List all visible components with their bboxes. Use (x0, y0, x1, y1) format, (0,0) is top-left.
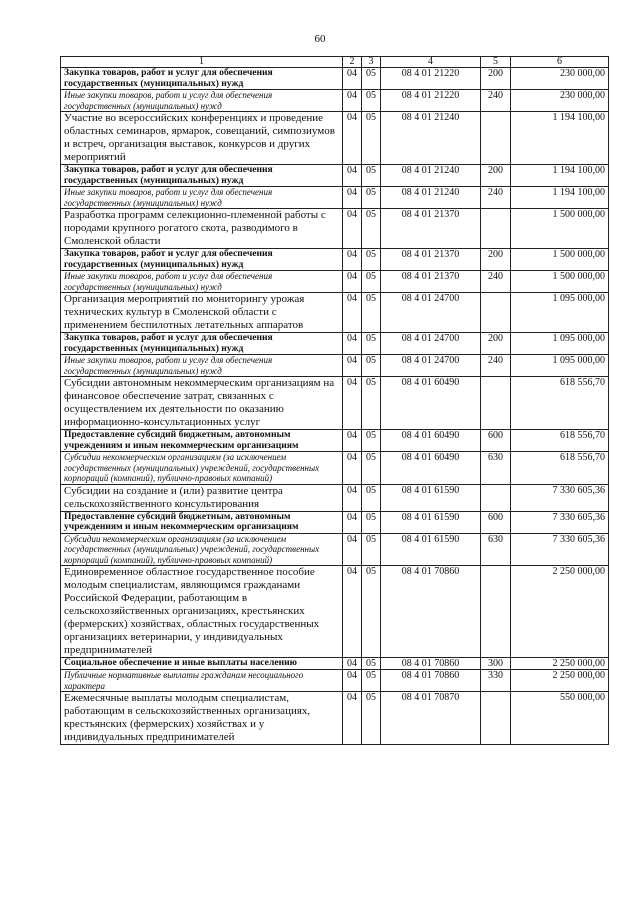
subsection-code-cell: 05 (362, 452, 381, 485)
row-name-cell: Участие во всероссийских конференциях и проведение областных семинаров, ярмарок, совещаний, симпозиумов и встреч, организация выставок, конкурсов и других мероприятий (61, 112, 343, 165)
row-name-cell: Иные закупки товаров, работ и услуг для обеспечения государственных (муниципальных) нужд (61, 90, 343, 112)
row-name-cell: Организация мероприятий по мониторингу урожая технических культур в Смоленской области с применением беспилотных летательных аппаратов (61, 293, 343, 333)
header-row (61, 57, 609, 68)
expense-type-cell: 600 (481, 511, 511, 533)
table-row (61, 692, 609, 745)
table-row (61, 209, 609, 249)
row-name-cell: Иные закупки товаров, работ и услуг для обеспечения государственных (муниципальных) нужд (61, 271, 343, 293)
subsection-code-cell: 05 (362, 430, 381, 452)
section-code-cell: 04 (343, 165, 362, 187)
amount-cell: 618 556,70 (511, 452, 609, 485)
expense-type-cell (481, 484, 511, 511)
target-article-cell: 08 4 01 24700 (381, 333, 481, 355)
table-row (61, 187, 609, 209)
expense-type-cell: 330 (481, 670, 511, 692)
amount-cell: 1 500 000,00 (511, 249, 609, 271)
subsection-code-cell: 05 (362, 670, 381, 692)
amount-cell: 1 194 100,00 (511, 165, 609, 187)
expense-type-cell: 300 (481, 658, 511, 670)
row-name-cell: Закупка товаров, работ и услуг для обеспечения государственных (муниципальных) нужд (61, 249, 343, 271)
subsection-code-cell: 05 (362, 293, 381, 333)
section-code-cell: 04 (343, 249, 362, 271)
amount-cell: 230 000,00 (511, 90, 609, 112)
subsection-code-cell: 05 (362, 209, 381, 249)
subsection-code-cell: 05 (362, 165, 381, 187)
table-row (61, 658, 609, 670)
target-article-cell: 08 4 01 21370 (381, 249, 481, 271)
subsection-code-cell: 05 (362, 692, 381, 745)
row-name-cell: Субсидии некоммерческим организациям (за исключением государственных (муниципальных) учреждений, государственных корпораций (компаний), публично-правовых компаний) (61, 533, 343, 566)
expense-type-cell (481, 209, 511, 249)
subsection-code-cell: 05 (362, 566, 381, 658)
table-row (61, 68, 609, 90)
page-number: 60 (314, 33, 326, 45)
row-name-cell: Предоставление субсидий бюджетным, автономным учреждениям и иным некоммерческим организациям (61, 511, 343, 533)
expense-type-cell (481, 377, 511, 430)
row-name-cell: Закупка товаров, работ и услуг для обеспечения государственных (муниципальных) нужд (61, 68, 343, 90)
expense-type-cell: 240 (481, 355, 511, 377)
amount-cell: 230 000,00 (511, 68, 609, 90)
amount-cell: 2 250 000,00 (511, 658, 609, 670)
table-row (61, 112, 609, 165)
target-article-cell: 08 4 01 61590 (381, 533, 481, 566)
row-name-cell: Ежемесячные выплаты молодым специалистам, работающим в сельскохозяйственных организациях, крестьянских (фермерских) хозяйствах и у индивидуальных предпринимателей (61, 692, 343, 745)
table-row (61, 249, 609, 271)
section-code-cell: 04 (343, 566, 362, 658)
subsection-code-cell: 05 (362, 271, 381, 293)
amount-cell: 1 194 100,00 (511, 112, 609, 165)
target-article-cell: 08 4 01 21240 (381, 187, 481, 209)
expense-type-cell: 200 (481, 165, 511, 187)
subsection-code-cell: 05 (362, 355, 381, 377)
subsection-code-cell: 05 (362, 90, 381, 112)
header-cell: 4 (381, 57, 481, 68)
row-name-cell: Предоставление субсидий бюджетным, автономным учреждениям и иным некоммерческим организациям (61, 430, 343, 452)
target-article-cell: 08 4 01 21370 (381, 209, 481, 249)
target-article-cell: 08 4 01 21240 (381, 165, 481, 187)
header-cell: 6 (511, 57, 609, 68)
section-code-cell: 04 (343, 293, 362, 333)
table-row (61, 511, 609, 533)
table-row (61, 293, 609, 333)
row-name-cell: Единовременное областное государственное пособие молодым специалистам, являющимся гражданами Российской Федерации, работающим в сельскохозяйственных организациях, крестьянских (фермерских) хозяйствах, областных государственных организациях ветеринарии, у индивидуальных предпринимателей (61, 566, 343, 658)
header-cell: 5 (481, 57, 511, 68)
target-article-cell: 08 4 01 24700 (381, 355, 481, 377)
section-code-cell: 04 (343, 670, 362, 692)
subsection-code-cell: 05 (362, 187, 381, 209)
amount-cell: 1 095 000,00 (511, 293, 609, 333)
expense-type-cell: 200 (481, 68, 511, 90)
target-article-cell: 08 4 01 21240 (381, 112, 481, 165)
section-code-cell: 04 (343, 112, 362, 165)
expense-type-cell: 630 (481, 533, 511, 566)
amount-cell: 1 095 000,00 (511, 355, 609, 377)
subsection-code-cell: 05 (362, 511, 381, 533)
amount-cell: 7 330 605,36 (511, 511, 609, 533)
section-code-cell: 04 (343, 187, 362, 209)
target-article-cell: 08 4 01 70870 (381, 692, 481, 745)
section-code-cell: 04 (343, 90, 362, 112)
table-row (61, 377, 609, 430)
target-article-cell: 08 4 01 60490 (381, 452, 481, 485)
row-name-cell: Закупка товаров, работ и услуг для обеспечения государственных (муниципальных) нужд (61, 333, 343, 355)
target-article-cell: 08 4 01 70860 (381, 670, 481, 692)
expense-type-cell (481, 293, 511, 333)
expense-type-cell: 240 (481, 187, 511, 209)
amount-cell: 7 330 605,36 (511, 484, 609, 511)
row-name-cell: Иные закупки товаров, работ и услуг для обеспечения государственных (муниципальных) нужд (61, 187, 343, 209)
section-code-cell: 04 (343, 377, 362, 430)
target-article-cell: 08 4 01 70860 (381, 658, 481, 670)
target-article-cell: 08 4 01 60490 (381, 430, 481, 452)
subsection-code-cell: 05 (362, 249, 381, 271)
target-article-cell: 08 4 01 21370 (381, 271, 481, 293)
section-code-cell: 04 (343, 430, 362, 452)
expense-type-cell: 240 (481, 90, 511, 112)
amount-cell: 1 500 000,00 (511, 271, 609, 293)
budget-table (60, 56, 609, 745)
table-row (61, 484, 609, 511)
row-name-cell: Субсидии некоммерческим организациям (за исключением государственных (муниципальных) учреждений, государственных корпораций (компаний), публично-правовых компаний) (61, 452, 343, 485)
section-code-cell: 04 (343, 452, 362, 485)
expense-type-cell (481, 566, 511, 658)
section-code-cell: 04 (343, 511, 362, 533)
expense-type-cell: 240 (481, 271, 511, 293)
table-row (61, 670, 609, 692)
section-code-cell: 04 (343, 271, 362, 293)
section-code-cell: 04 (343, 692, 362, 745)
expense-type-cell: 200 (481, 333, 511, 355)
section-code-cell: 04 (343, 355, 362, 377)
amount-cell: 7 330 605,36 (511, 533, 609, 566)
subsection-code-cell: 05 (362, 484, 381, 511)
target-article-cell: 08 4 01 70860 (381, 566, 481, 658)
target-article-cell: 08 4 01 21220 (381, 90, 481, 112)
amount-cell: 2 250 000,00 (511, 670, 609, 692)
row-name-cell: Иные закупки товаров, работ и услуг для обеспечения государственных (муниципальных) нужд (61, 355, 343, 377)
target-article-cell: 08 4 01 60490 (381, 377, 481, 430)
row-name-cell: Субсидии на создание и (или) развитие центра сельскохозяйственного консультирования (61, 484, 343, 511)
amount-cell: 1 095 000,00 (511, 333, 609, 355)
section-code-cell: 04 (343, 533, 362, 566)
subsection-code-cell: 05 (362, 68, 381, 90)
row-name-cell: Закупка товаров, работ и услуг для обеспечения государственных (муниципальных) нужд (61, 165, 343, 187)
subsection-code-cell: 05 (362, 658, 381, 670)
section-code-cell: 04 (343, 333, 362, 355)
section-code-cell: 04 (343, 484, 362, 511)
section-code-cell: 04 (343, 68, 362, 90)
table-row (61, 355, 609, 377)
row-name-cell: Разработка программ селекционно-племенной работы с породами крупного рогатого скота, разводимого в Смоленской области (61, 209, 343, 249)
row-name-cell: Публичные нормативные выплаты гражданам несоциального характера (61, 670, 343, 692)
table-row (61, 452, 609, 485)
table-row (61, 430, 609, 452)
target-article-cell: 08 4 01 24700 (381, 293, 481, 333)
target-article-cell: 08 4 01 21220 (381, 68, 481, 90)
header-cell: 2 (343, 57, 362, 68)
table-row (61, 533, 609, 566)
subsection-code-cell: 05 (362, 333, 381, 355)
expense-type-cell: 630 (481, 452, 511, 485)
table-row (61, 90, 609, 112)
row-name-cell: Субсидии автономным некоммерческим организациям на финансовое обеспечение затрат, связанных с осуществлением их деятельности по оказанию информационно-консультационных услуг (61, 377, 343, 430)
table-row (61, 271, 609, 293)
header-cell: 1 (61, 57, 343, 68)
row-name-cell: Социальное обеспечение и иные выплаты населению (61, 658, 343, 670)
amount-cell: 1 500 000,00 (511, 209, 609, 249)
table-row (61, 333, 609, 355)
expense-type-cell (481, 692, 511, 745)
amount-cell: 618 556,70 (511, 430, 609, 452)
subsection-code-cell: 05 (362, 533, 381, 566)
expense-type-cell: 200 (481, 249, 511, 271)
subsection-code-cell: 05 (362, 112, 381, 165)
target-article-cell: 08 4 01 61590 (381, 511, 481, 533)
section-code-cell: 04 (343, 658, 362, 670)
expense-type-cell: 600 (481, 430, 511, 452)
amount-cell: 2 250 000,00 (511, 566, 609, 658)
target-article-cell: 08 4 01 61590 (381, 484, 481, 511)
amount-cell: 550 000,00 (511, 692, 609, 745)
subsection-code-cell: 05 (362, 377, 381, 430)
expense-type-cell (481, 112, 511, 165)
amount-cell: 618 556,70 (511, 377, 609, 430)
amount-cell: 1 194 100,00 (511, 187, 609, 209)
section-code-cell: 04 (343, 209, 362, 249)
table-row (61, 165, 609, 187)
header-cell: 3 (362, 57, 381, 68)
table-row (61, 566, 609, 658)
